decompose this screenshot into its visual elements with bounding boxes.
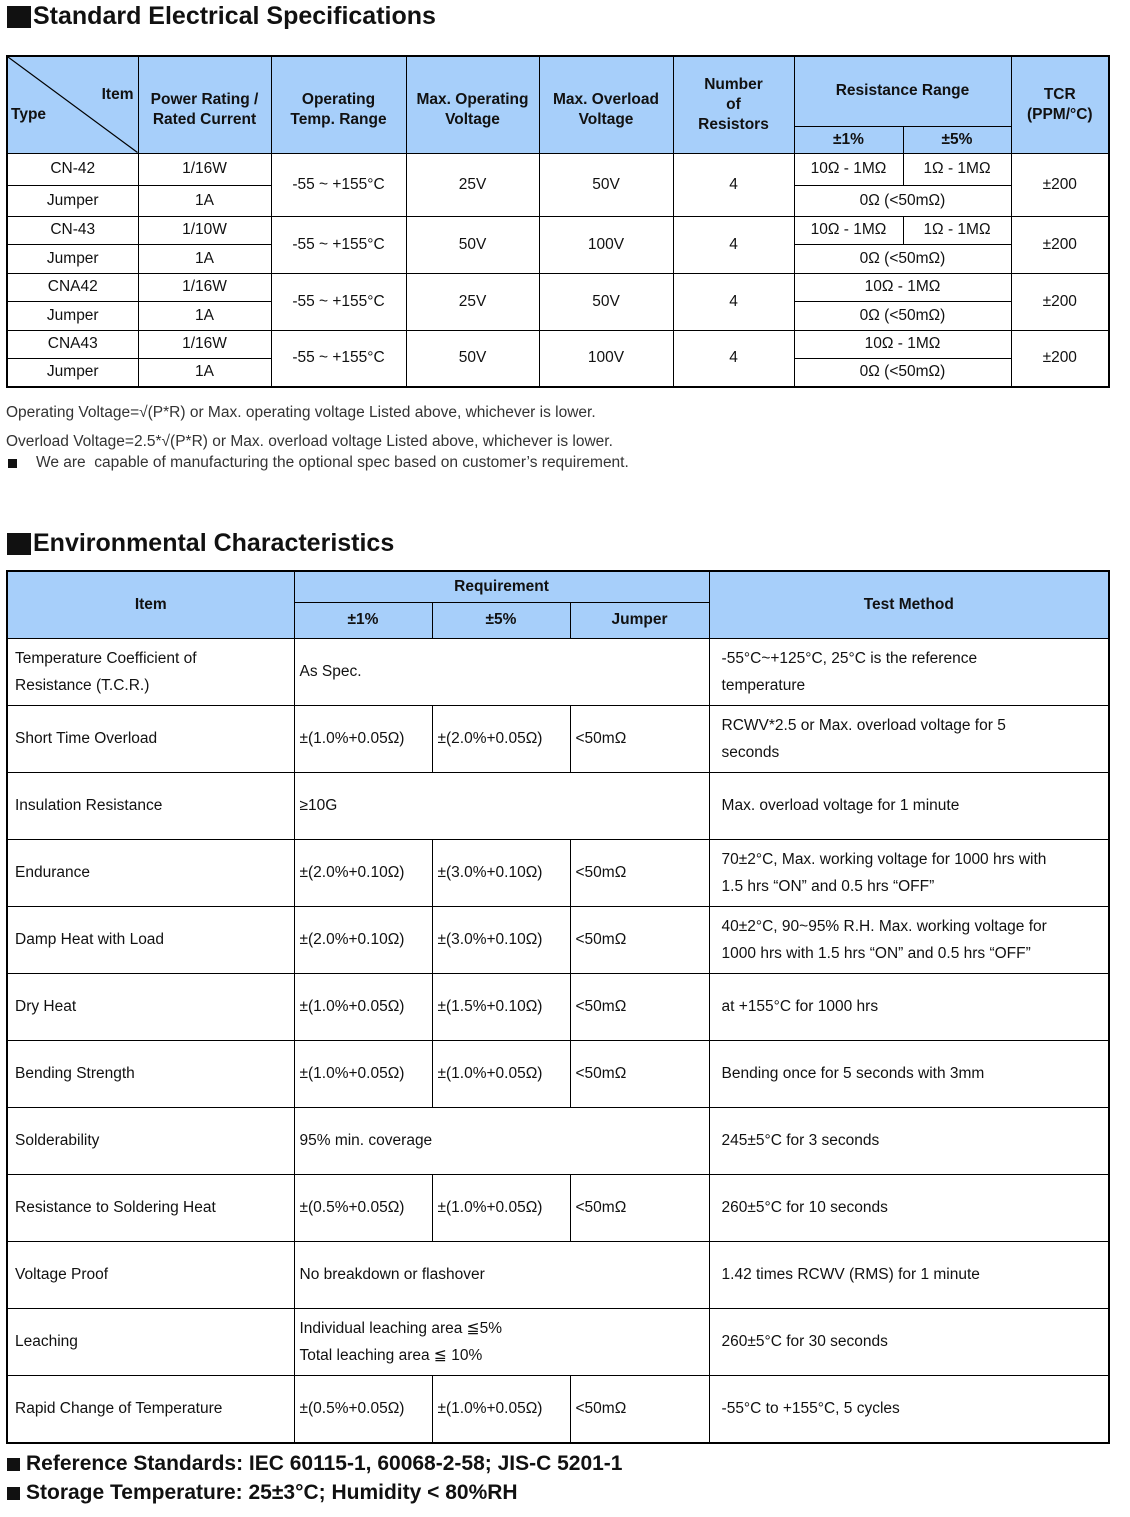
- square-bullet-icon: [7, 1487, 20, 1500]
- item-cell: Resistance to Soldering Heat: [7, 1174, 294, 1241]
- req-jumper-cell: <50mΩ: [570, 1375, 709, 1443]
- header-max-operating-voltage: Max. Operating Voltage: [406, 56, 539, 153]
- reference-standards: Reference Standards: IEC 60115-1, 60068-2-58; JIS-C 5201-1: [7, 1452, 622, 1476]
- req-jumper-cell: <50mΩ: [570, 973, 709, 1040]
- header-max-overload-voltage: Max. Overload Voltage: [539, 56, 673, 153]
- ol-voltage-cell: 100V: [539, 330, 673, 387]
- header-tcr: TCR (PPM/°C): [1011, 56, 1109, 153]
- req-5pct-cell: ±(1.0%+0.05Ω): [432, 1174, 570, 1241]
- tcr-cell: ±200: [1011, 153, 1109, 216]
- header-number-of-resistors: Number of Resistors: [673, 56, 794, 153]
- item-cell: Rapid Change of Temperature: [7, 1375, 294, 1443]
- env-row: [7, 1308, 1109, 1375]
- requirement-cell: No breakdown or flashover: [294, 1241, 709, 1308]
- type-cell: CN-42: [7, 153, 138, 185]
- jumper-current-cell: 1A: [138, 301, 271, 330]
- test-method-cell: -55°C~+125°C, 25°C is the reference temperature: [709, 638, 1109, 705]
- tcr-cell: ±200: [1011, 216, 1109, 273]
- header-type: Type: [11, 106, 47, 123]
- req-1pct-cell: ±(2.0%+0.10Ω): [294, 906, 432, 973]
- temp-cell: -55 ~ +155°C: [271, 273, 406, 330]
- jumper-current-cell: 1A: [138, 358, 271, 387]
- jumper-res-cell: 0Ω (<50mΩ): [794, 301, 1011, 330]
- jumper-current-cell: 1A: [138, 185, 271, 216]
- header-res-1pct: ±1%: [794, 126, 903, 153]
- type-cell: CNA42: [7, 273, 138, 301]
- req-5pct-cell: ±(3.0%+0.10Ω): [432, 839, 570, 906]
- header-test-method: Test Method: [709, 571, 1109, 638]
- power-cell: 1/10W: [138, 216, 271, 244]
- square-bullet-icon: [7, 1458, 20, 1471]
- count-cell: 4: [673, 273, 794, 330]
- environmental-table: [6, 570, 1110, 1444]
- test-method-cell: 245±5°C for 3 seconds: [709, 1107, 1109, 1174]
- req-5pct-cell: ±(3.0%+0.10Ω): [432, 906, 570, 973]
- header-resistance-range: Resistance Range: [794, 56, 1011, 126]
- spec-row: [7, 153, 1109, 185]
- tcr-cell: ±200: [1011, 273, 1109, 330]
- power-cell: 1/16W: [138, 330, 271, 358]
- op-voltage-cell: 25V: [406, 273, 539, 330]
- spec-row: [7, 273, 1109, 301]
- spec-notes: [6, 398, 629, 473]
- req-1pct-cell: ±(0.5%+0.05Ω): [294, 1375, 432, 1443]
- env-row: [7, 906, 1109, 973]
- env-row: [7, 1107, 1109, 1174]
- requirement-cell: 95% min. coverage: [294, 1107, 709, 1174]
- item-cell: Temperature Coefficient of Resistance (T.C.R.): [7, 638, 294, 705]
- item-cell: Endurance: [7, 839, 294, 906]
- requirement-cell: ≥10G: [294, 772, 709, 839]
- item-cell: Solderability: [7, 1107, 294, 1174]
- op-voltage-cell: 50V: [406, 330, 539, 387]
- type-cell: CN-43: [7, 216, 138, 244]
- jumper-res-cell: 0Ω (<50mΩ): [794, 358, 1011, 387]
- power-cell: 1/16W: [138, 153, 271, 185]
- env-row: [7, 772, 1109, 839]
- env-row: [7, 1174, 1109, 1241]
- item-cell: Leaching: [7, 1308, 294, 1375]
- header-power-rating: Power Rating / Rated Current: [138, 56, 271, 153]
- req-1pct-cell: ±(0.5%+0.05Ω): [294, 1174, 432, 1241]
- res-5pct-cell: 1Ω - 1MΩ: [903, 216, 1011, 244]
- req-jumper-cell: <50mΩ: [570, 906, 709, 973]
- req-5pct-cell: ±(1.0%+0.05Ω): [432, 1375, 570, 1443]
- square-bullet-icon: [8, 459, 17, 468]
- header-5pct: ±5%: [432, 602, 570, 638]
- req-jumper-cell: <50mΩ: [570, 1174, 709, 1241]
- test-method-cell: 260±5°C for 10 seconds: [709, 1174, 1109, 1241]
- req-1pct-cell: ±(2.0%+0.10Ω): [294, 839, 432, 906]
- spec-section-title: Standard Electrical Specifications: [7, 2, 436, 31]
- req-5pct-cell: ±(1.0%+0.05Ω): [432, 1040, 570, 1107]
- env-row: [7, 973, 1109, 1040]
- count-cell: 4: [673, 153, 794, 216]
- item-cell: Damp Heat with Load: [7, 906, 294, 973]
- ol-voltage-cell: 100V: [539, 216, 673, 273]
- jumper-current-cell: 1A: [138, 244, 271, 273]
- item-cell: Dry Heat: [7, 973, 294, 1040]
- op-voltage-cell: 25V: [406, 153, 539, 216]
- env-row: [7, 1040, 1109, 1107]
- header-temp-range: Operating Temp. Range: [271, 56, 406, 153]
- test-method-cell: -55°C to +155°C, 5 cycles: [709, 1375, 1109, 1443]
- note-operating-voltage: Operating Voltage=√(P*R) or Max. operating voltage Listed above, whichever is lower.: [6, 404, 596, 421]
- req-5pct-cell: ±(2.0%+0.05Ω): [432, 705, 570, 772]
- header-1pct: ±1%: [294, 602, 432, 638]
- req-jumper-cell: <50mΩ: [570, 839, 709, 906]
- type-cell: CNA43: [7, 330, 138, 358]
- test-method-cell: Max. overload voltage for 1 minute: [709, 772, 1109, 839]
- item-cell: Bending Strength: [7, 1040, 294, 1107]
- jumper-label-cell: Jumper: [7, 244, 138, 273]
- req-5pct-cell: ±(1.5%+0.10Ω): [432, 973, 570, 1040]
- jumper-label-cell: Jumper: [7, 185, 138, 216]
- req-1pct-cell: ±(1.0%+0.05Ω): [294, 973, 432, 1040]
- res-range-cell: 10Ω - 1MΩ: [794, 273, 1011, 301]
- test-method-cell: 1.42 times RCWV (RMS) for 1 minute: [709, 1241, 1109, 1308]
- count-cell: 4: [673, 216, 794, 273]
- count-cell: 4: [673, 330, 794, 387]
- env-row: [7, 1375, 1109, 1443]
- test-method-cell: 260±5°C for 30 seconds: [709, 1308, 1109, 1375]
- temp-cell: -55 ~ +155°C: [271, 216, 406, 273]
- req-jumper-cell: <50mΩ: [570, 705, 709, 772]
- power-cell: 1/16W: [138, 273, 271, 301]
- header-res-5pct: ±5%: [903, 126, 1011, 153]
- temp-cell: -55 ~ +155°C: [271, 153, 406, 216]
- ol-voltage-cell: 50V: [539, 273, 673, 330]
- item-cell: Short Time Overload: [7, 705, 294, 772]
- square-bullet-icon: [7, 533, 31, 555]
- header-requirement: Requirement: [294, 571, 709, 602]
- jumper-label-cell: Jumper: [7, 301, 138, 330]
- res-5pct-cell: 1Ω - 1MΩ: [903, 153, 1011, 185]
- op-voltage-cell: 50V: [406, 216, 539, 273]
- jumper-label-cell: Jumper: [7, 358, 138, 387]
- req-1pct-cell: ±(1.0%+0.05Ω): [294, 1040, 432, 1107]
- spec-row: [7, 216, 1109, 244]
- item-cell: Voltage Proof: [7, 1241, 294, 1308]
- test-method-cell: at +155°C for 1000 hrs: [709, 973, 1109, 1040]
- temp-cell: -55 ~ +155°C: [271, 330, 406, 387]
- note-overload-voltage: Overload Voltage=2.5*√(P*R) or Max. overload voltage Listed above, whichever is lower.: [6, 433, 613, 450]
- note-capability: We are capable of manufacturing the optional spec based on customer’s requirement.: [6, 453, 629, 473]
- env-row: [7, 638, 1109, 705]
- header-item: Item: [101, 86, 134, 103]
- square-bullet-icon: [7, 6, 31, 28]
- test-method-cell: Bending once for 5 seconds with 3mm: [709, 1040, 1109, 1107]
- requirement-cell: Individual leaching area ≦5% Total leaching area ≦ 10%: [294, 1308, 709, 1375]
- test-method-cell: 40±2°C, 90~95% R.H. Max. working voltage for 1000 hrs with 1.5 hrs “ON” and 0.5 hrs “OFF”: [709, 906, 1109, 973]
- header-item: Item: [7, 571, 294, 638]
- requirement-cell: As Spec.: [294, 638, 709, 705]
- storage-conditions: Storage Temperature: 25±3°C; Humidity < 80%RH: [7, 1481, 518, 1505]
- req-1pct-cell: ±(1.0%+0.05Ω): [294, 705, 432, 772]
- item-type-header: [7, 56, 138, 153]
- spec-row: [7, 330, 1109, 358]
- ol-voltage-cell: 50V: [539, 153, 673, 216]
- env-row: [7, 705, 1109, 772]
- env-row: [7, 839, 1109, 906]
- test-method-cell: 70±2°C, Max. working voltage for 1000 hrs with 1.5 hrs “ON” and 0.5 hrs “OFF”: [709, 839, 1109, 906]
- res-1pct-cell: 10Ω - 1MΩ: [794, 153, 903, 185]
- env-section-title: Environmental Characteristics: [7, 529, 394, 558]
- res-range-cell: 10Ω - 1MΩ: [794, 330, 1011, 358]
- header-jumper: Jumper: [570, 602, 709, 638]
- jumper-res-cell: 0Ω (<50mΩ): [794, 185, 1011, 216]
- test-method-cell: RCWV*2.5 or Max. overload voltage for 5 seconds: [709, 705, 1109, 772]
- item-cell: Insulation Resistance: [7, 772, 294, 839]
- env-row: [7, 1241, 1109, 1308]
- req-jumper-cell: <50mΩ: [570, 1040, 709, 1107]
- tcr-cell: ±200: [1011, 330, 1109, 387]
- jumper-res-cell: 0Ω (<50mΩ): [794, 244, 1011, 273]
- res-1pct-cell: 10Ω - 1MΩ: [794, 216, 903, 244]
- electrical-spec-table: [6, 55, 1110, 388]
